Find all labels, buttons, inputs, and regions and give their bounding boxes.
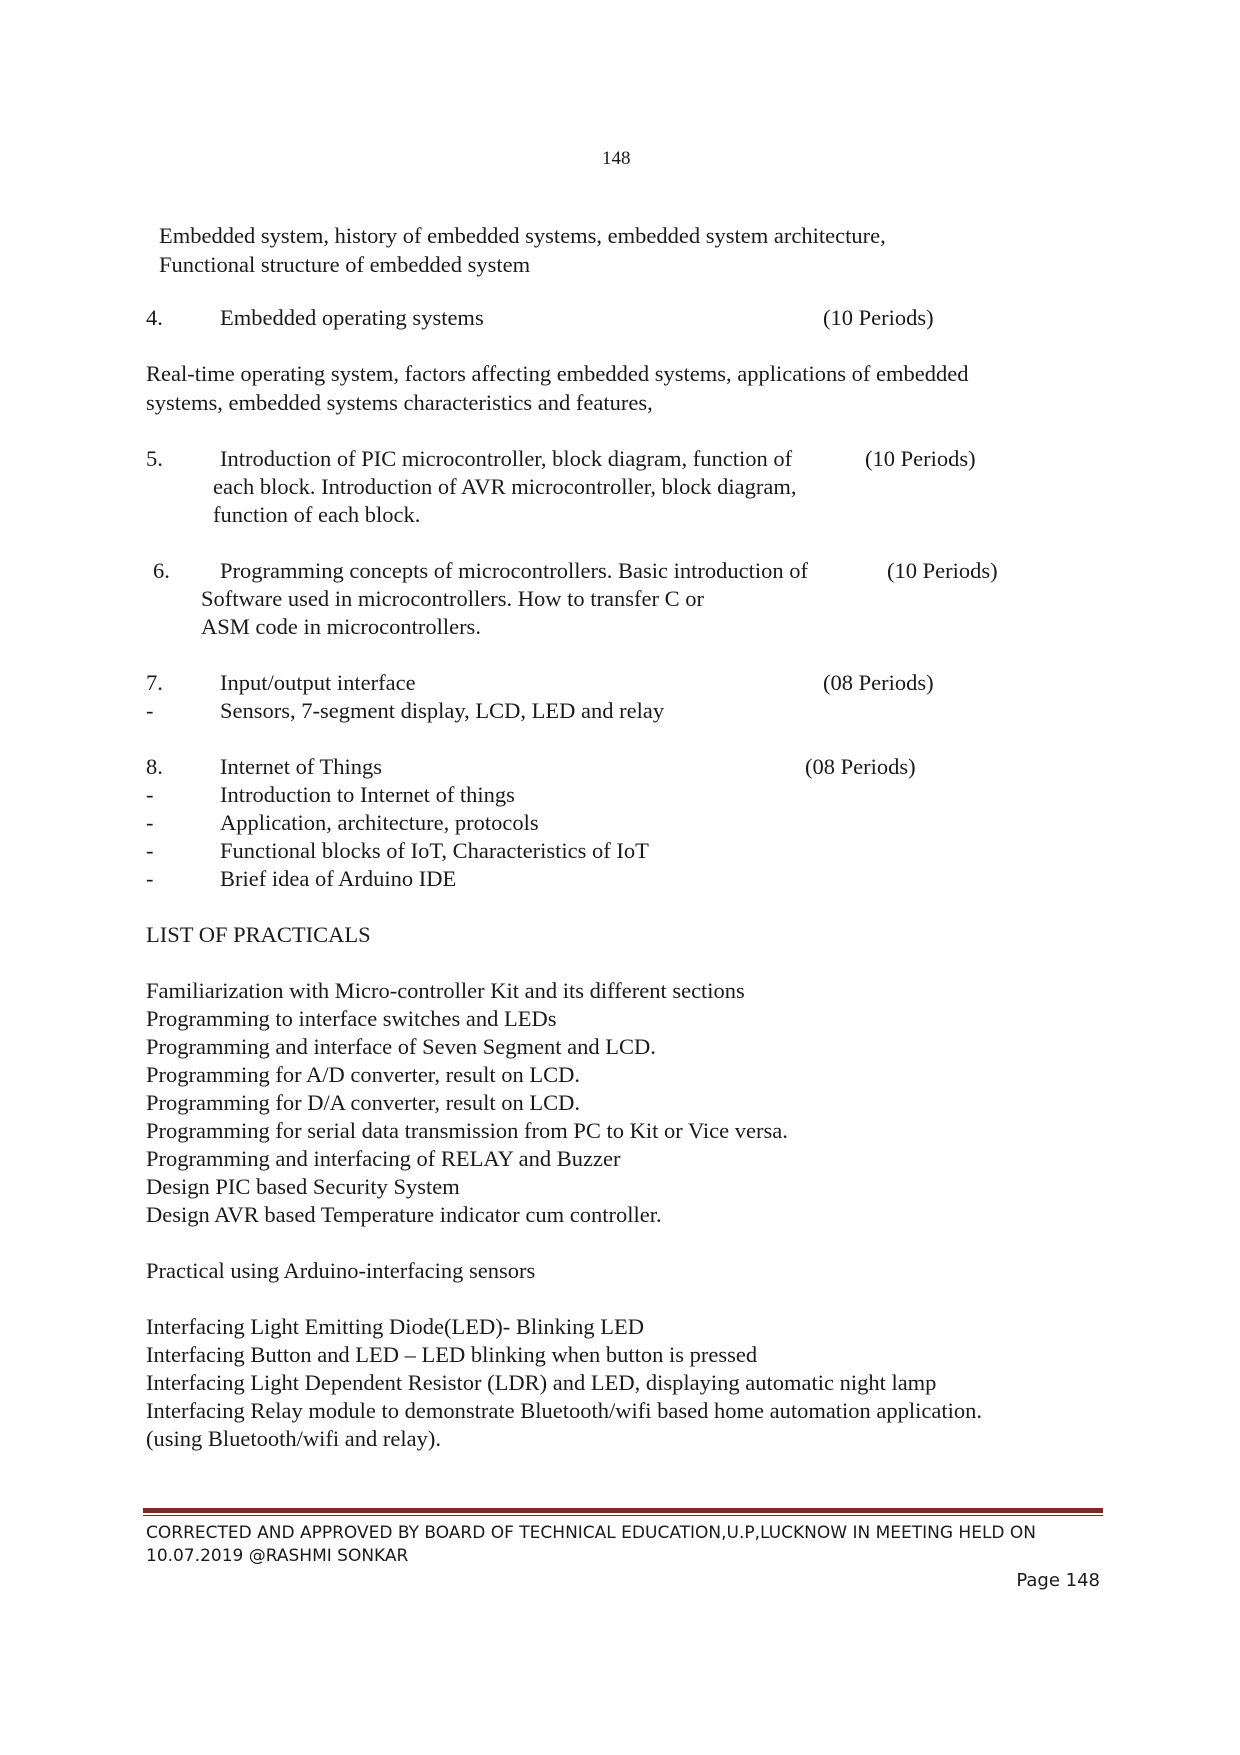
footer-page-number: Page 148 (1016, 1570, 1100, 1591)
footer-rule-thick (143, 1508, 1103, 1513)
unit-5-line-3: function of each block. (213, 502, 421, 527)
unit-8-title: Internet of Things (220, 754, 383, 779)
unit-8-item-4: Brief idea of Arduino IDE (220, 866, 457, 891)
intro-line-1: Embedded system, history of embedded systems, embedded system architecture, (159, 223, 886, 248)
practical-item-3: Programming and interface of Seven Segment and LCD. (146, 1034, 656, 1059)
unit-8-number: 8. (146, 754, 163, 779)
arduino-item-1: Interfacing Light Emitting Diode(LED)- Blinking LED (146, 1314, 645, 1339)
unit-6-periods: (10 Periods) (887, 558, 998, 583)
arduino-item-2: Interfacing Button and LED – LED blinking when button is pressed (146, 1342, 758, 1367)
unit-7-title: Input/output interface (220, 670, 416, 695)
arduino-practicals-list (146, 1313, 982, 1453)
arduino-item-4: Interfacing Relay module to demonstrate Bluetooth/wifi based home automation application. (146, 1398, 983, 1423)
unit-7-dash-1: - (146, 698, 154, 723)
unit-7-number: 7. (146, 670, 163, 695)
unit-8-dash-2: - (146, 810, 154, 835)
unit-8-dash-4: - (146, 866, 154, 891)
unit-5-line-1: Introduction of PIC microcontroller, block diagram, function of (220, 446, 793, 471)
arduino-heading: Practical using Arduino-interfacing sensors (146, 1258, 536, 1283)
unit-8-item-3: Functional blocks of IoT, Characteristics of IoT (220, 838, 649, 863)
practicals-list (146, 977, 788, 1229)
unit-7-item-1: Sensors, 7-segment display, LCD, LED and relay (220, 698, 665, 723)
unit-8-periods: (08 Periods) (805, 754, 916, 779)
unit-4-periods: (10 Periods) (823, 305, 934, 330)
intro-text (159, 222, 886, 278)
arduino-item-3: Interfacing Light Dependent Resistor (LDR) and LED, displaying automatic night lamp (146, 1370, 937, 1395)
arduino-item-5: (using Bluetooth/wifi and relay). (146, 1426, 441, 1451)
unit-5-number: 5. (146, 446, 163, 471)
practical-item-7: Programming and interfacing of RELAY and Buzzer (146, 1146, 621, 1171)
practicals-heading: LIST OF PRACTICALS (146, 922, 371, 947)
unit-8-item-1: Introduction to Internet of things (220, 782, 515, 807)
practical-item-8: Design PIC based Security System (146, 1174, 460, 1199)
practical-item-2: Programming to interface switches and LEDs (146, 1006, 557, 1031)
practical-item-9: Design AVR based Temperature indicator cum controller. (146, 1202, 662, 1227)
unit-8-dash-1: - (146, 782, 154, 807)
page-number-top: 148 (602, 148, 631, 169)
practical-item-6: Programming for serial data transmission from PC to Kit or Vice versa. (146, 1118, 788, 1143)
unit-4-desc-line-2: systems, embedded systems characteristics and features, (146, 390, 653, 415)
footer-rule-thin (143, 1515, 1103, 1516)
unit-5-periods: (10 Periods) (865, 446, 976, 471)
unit-6-number: 6. (153, 558, 170, 583)
intro-line-2: Functional structure of embedded system (159, 252, 531, 277)
unit-8-dash-3: - (146, 838, 154, 863)
unit-4-desc-line-1: Real-time operating system, factors affecting embedded systems, applications of embedded (146, 361, 969, 386)
footer-line-2: 10.07.2019 @RASHMI SONKAR (146, 1545, 409, 1566)
footer-text (146, 1522, 1036, 1568)
practical-item-1: Familiarization with Micro-controller Kit and its different sections (146, 978, 745, 1003)
unit-7-periods: (08 Periods) (823, 670, 934, 695)
practical-item-5: Programming for D/A converter, result on LCD. (146, 1090, 581, 1115)
unit-8-item-2: Application, architecture, protocols (220, 810, 539, 835)
unit-5-line-2: each block. Introduction of AVR microcontroller, block diagram, (213, 474, 797, 499)
unit-6-line-2: Software used in microcontrollers. How to transfer C or (201, 586, 704, 611)
unit-6-line-1: Programming concepts of microcontrollers. Basic introduction of (220, 558, 808, 583)
unit-4-number: 4. (146, 305, 163, 330)
unit-4-description (146, 360, 968, 416)
practical-item-4: Programming for A/D converter, result on LCD. (146, 1062, 581, 1087)
unit-4-title: Embedded operating systems (220, 305, 484, 330)
unit-6-line-3: ASM code in microcontrollers. (201, 614, 481, 639)
footer-line-1: CORRECTED AND APPROVED BY BOARD OF TECHNICAL EDUCATION,U.P,LUCKNOW IN MEETING HELD ON (146, 1523, 1037, 1543)
